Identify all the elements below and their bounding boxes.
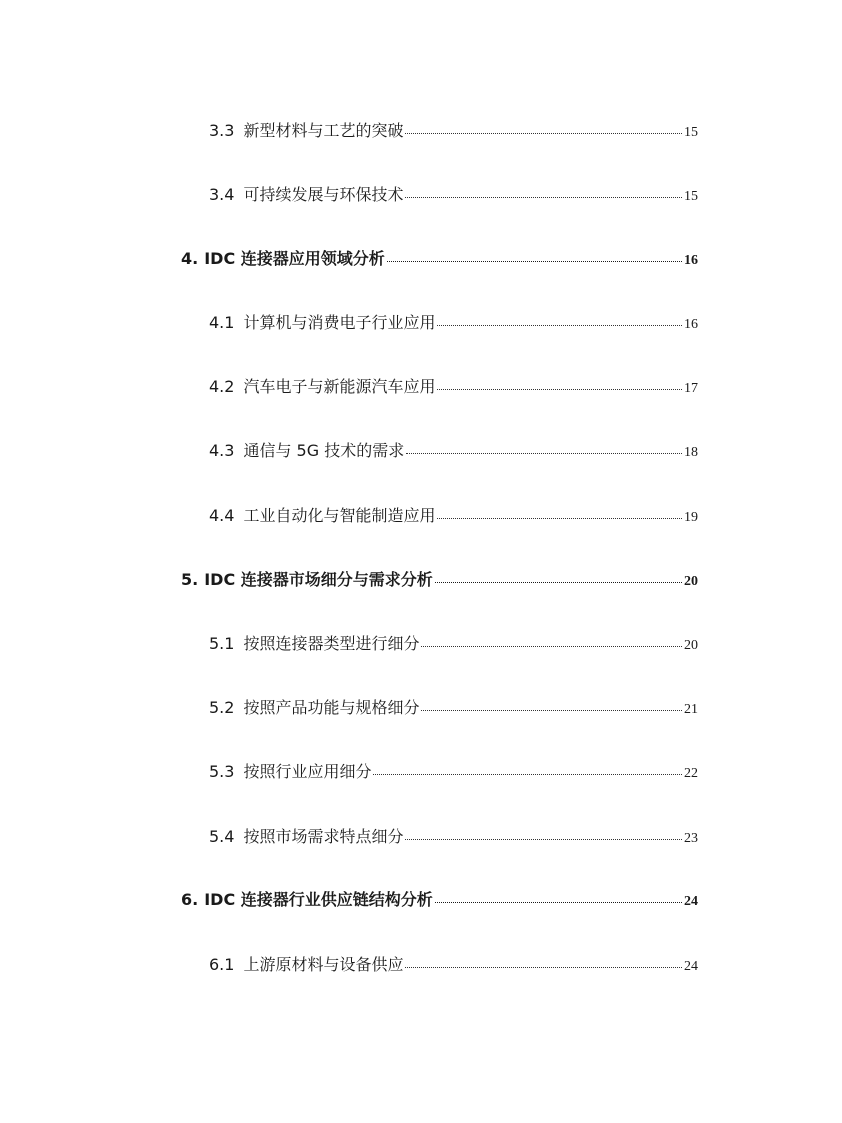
entry-title: 计算机与消费电子行业应用 <box>243 313 436 332</box>
page-number: 16 <box>684 317 698 332</box>
entry-number: 5. <box>181 570 199 589</box>
dot-leader <box>405 839 682 840</box>
page-number: 19 <box>684 510 698 525</box>
dot-leader <box>421 646 682 647</box>
toc-entry-5-2[interactable] <box>209 695 698 719</box>
entry-number: 4. <box>181 249 199 268</box>
toc-entry-3-3[interactable] <box>209 118 698 142</box>
dot-leader <box>435 902 682 903</box>
toc-entry-chapter-4[interactable] <box>181 246 698 270</box>
toc-entry-4-3[interactable] <box>209 438 698 462</box>
entry-title: 通信与 5G 技术的需求 <box>243 441 405 460</box>
page-number: 21 <box>684 702 698 717</box>
dot-leader <box>437 518 682 519</box>
page-number: 15 <box>684 125 698 140</box>
entry-number: 4.3 <box>209 441 235 460</box>
dot-leader <box>405 197 682 198</box>
page-number: 17 <box>684 381 698 396</box>
entry-title: 按照连接器类型进行细分 <box>243 634 420 653</box>
entry-title: IDC 连接器行业供应链结构分析 <box>204 890 433 909</box>
page-number: 23 <box>684 831 698 846</box>
toc-entry-4-1[interactable] <box>209 310 698 334</box>
entry-number: 4.4 <box>209 506 235 525</box>
entry-number: 5.1 <box>209 634 235 653</box>
toc-entry-chapter-5[interactable] <box>181 567 698 591</box>
toc-entry-4-2[interactable] <box>209 374 698 398</box>
toc-entry-5-3[interactable] <box>209 759 698 783</box>
dot-leader <box>387 261 682 262</box>
entry-title: 汽车电子与新能源汽车应用 <box>243 377 436 396</box>
dot-leader <box>406 453 682 454</box>
entry-title: 按照市场需求特点细分 <box>243 827 404 846</box>
entry-title: 上游原材料与设备供应 <box>243 955 404 974</box>
entry-number: 5.3 <box>209 762 235 781</box>
dot-leader <box>421 710 682 711</box>
entry-number: 5.2 <box>209 698 235 717</box>
page-number: 15 <box>684 189 698 204</box>
dot-leader <box>437 389 682 390</box>
dot-leader <box>405 133 682 134</box>
page-number: 18 <box>684 445 698 460</box>
toc-entry-5-4[interactable] <box>209 824 698 848</box>
page-number: 24 <box>684 894 698 909</box>
entry-title: IDC 连接器市场细分与需求分析 <box>204 570 433 589</box>
entry-number: 5.4 <box>209 827 235 846</box>
entry-title: 可持续发展与环保技术 <box>243 185 404 204</box>
entry-title: 按照行业应用细分 <box>243 762 372 781</box>
page-number: 22 <box>684 766 698 781</box>
entry-number: 6. <box>181 890 199 909</box>
toc-entry-chapter-6[interactable] <box>181 887 698 911</box>
toc-entry-5-1[interactable] <box>209 631 698 655</box>
entry-number: 3.4 <box>209 185 235 204</box>
toc-entry-6-1[interactable] <box>209 952 698 976</box>
dot-leader <box>373 774 682 775</box>
dot-leader <box>405 967 682 968</box>
entry-title: IDC 连接器应用领域分析 <box>204 249 385 268</box>
entry-title: 按照产品功能与规格细分 <box>243 698 420 717</box>
entry-number: 4.2 <box>209 377 235 396</box>
entry-number: 3.3 <box>209 121 235 140</box>
toc-entry-4-4[interactable] <box>209 503 698 527</box>
page-number: 16 <box>684 253 698 268</box>
dot-leader <box>437 325 682 326</box>
entry-number: 4.1 <box>209 313 235 332</box>
page-number: 20 <box>684 638 698 653</box>
page-number: 20 <box>684 574 698 589</box>
toc-entry-3-4[interactable] <box>209 182 698 206</box>
dot-leader <box>435 582 682 583</box>
entry-title: 新型材料与工艺的突破 <box>243 121 404 140</box>
entry-number: 6.1 <box>209 955 235 974</box>
entry-title: 工业自动化与智能制造应用 <box>243 506 436 525</box>
page-number: 24 <box>684 959 698 974</box>
